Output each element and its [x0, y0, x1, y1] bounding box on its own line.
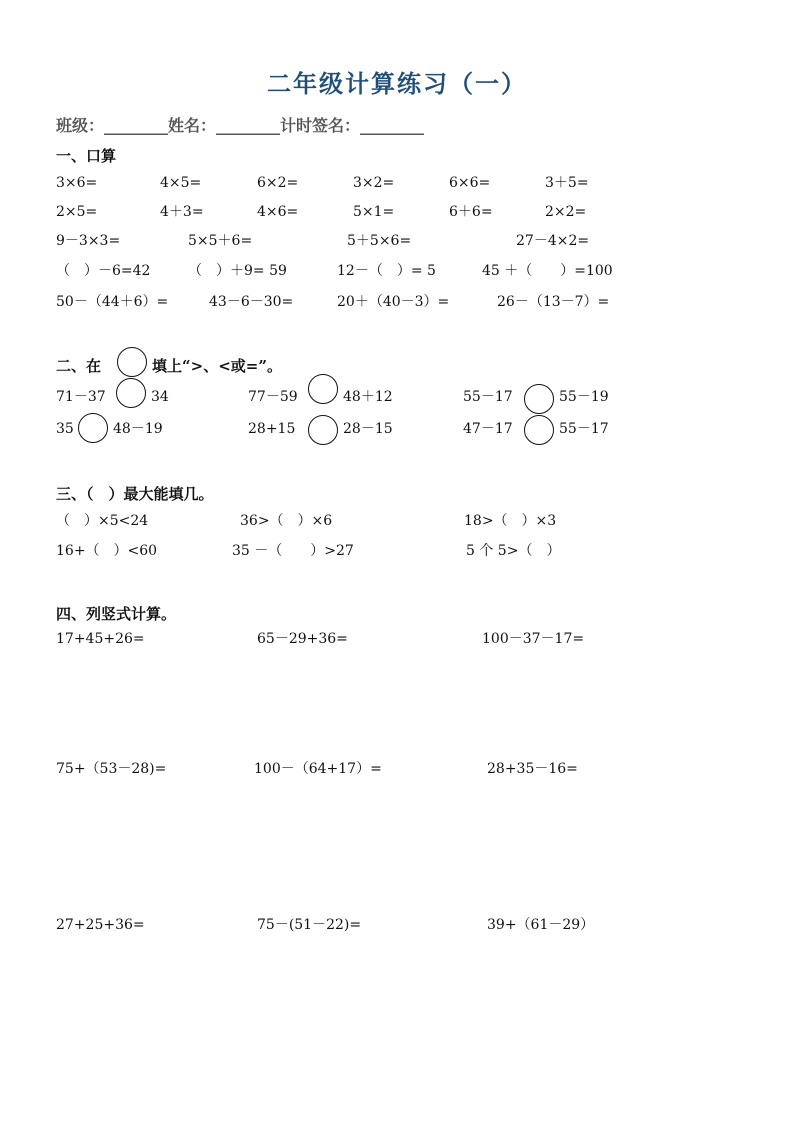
vertical-calc-item: 39+（61－29） [487, 917, 595, 933]
fill-item: 36>（ ）×6 [240, 513, 333, 529]
oral-item: 4×5= [160, 175, 202, 191]
student-info-line: 班级：________姓名：________计时签名：________ [56, 116, 425, 135]
oral-item: 3＋5= [545, 175, 589, 191]
page-title: 二年级计算练习（一） [267, 69, 527, 98]
oral-item: 2×5= [56, 204, 98, 220]
vertical-calc-item: 75－(51－22)= [257, 917, 362, 933]
oral-item: 43－6－30= [209, 294, 294, 310]
compare-circle[interactable] [308, 374, 338, 404]
fill-item: 18>（ ）×3 [464, 513, 557, 529]
oral-item: 4＋3= [160, 204, 204, 220]
compare-left: 71－37 [56, 389, 106, 405]
section-2-heading-end: 填上“>、<或=”。 [152, 357, 282, 375]
compare-left: 77－59 [248, 389, 298, 405]
compare-left: 55－17 [463, 389, 513, 405]
oral-item: 3×2= [353, 175, 395, 191]
oral-item: 26－（13－7）= [497, 294, 610, 310]
oral-item: （ ）－6=42 [56, 263, 151, 279]
compare-left: 28+15 [248, 421, 296, 437]
compare-left: 35 [56, 421, 74, 437]
compare-circle[interactable] [116, 378, 146, 408]
compare-circle[interactable] [524, 384, 554, 414]
oral-item: 6×2= [257, 175, 299, 191]
section-4-heading: 四、列竖式计算。 [56, 605, 177, 623]
compare-right: 48＋12 [343, 389, 393, 405]
vertical-calc-item: 17+45+26= [56, 631, 145, 647]
compare-right: 55－17 [559, 421, 609, 437]
fill-item: 16+（ ）<60 [56, 543, 158, 559]
oral-item: 9－3×3= [56, 233, 121, 249]
oral-item: 5×1= [353, 204, 395, 220]
oral-item: 50－（44＋6）= [56, 294, 169, 310]
vertical-calc-item: 65－29+36= [257, 631, 348, 647]
oral-item: 45 ＋（ ）=100 [482, 263, 613, 279]
section-1-heading: 一、口算 [56, 147, 117, 165]
oral-item: 3×6= [56, 175, 98, 191]
vertical-calc-item: 75+（53－28)= [56, 761, 167, 777]
compare-circle[interactable] [117, 347, 147, 377]
fill-item: 35 －（ ）>27 [232, 543, 354, 559]
section-3-heading: 三、（ ）最大能填几。 [56, 485, 214, 503]
compare-circle[interactable] [524, 415, 554, 445]
compare-right: 28－15 [343, 421, 393, 437]
oral-item: 5×5＋6= [188, 233, 253, 249]
compare-right: 34 [151, 389, 169, 405]
compare-left: 47－17 [463, 421, 513, 437]
section-2-heading-start: 二、在 [56, 357, 102, 375]
oral-item: 12－（ ）= 5 [337, 263, 436, 279]
oral-item: 20＋（40－3）= [337, 294, 450, 310]
compare-circle[interactable] [308, 415, 338, 445]
oral-item: 27－4×2= [516, 233, 590, 249]
oral-item: 2×2= [545, 204, 587, 220]
compare-right: 55－19 [559, 389, 609, 405]
vertical-calc-item: 100－（64+17）= [254, 761, 382, 777]
fill-item: 5 个 5>（ ） [466, 543, 561, 559]
oral-item: 6＋6= [449, 204, 493, 220]
compare-circle[interactable] [78, 413, 108, 443]
oral-item: 6×6= [449, 175, 491, 191]
vertical-calc-item: 28+35－16= [487, 761, 578, 777]
fill-item: （ ）×5<24 [56, 513, 149, 529]
oral-item: 4×6= [257, 204, 299, 220]
oral-item: 5＋5×6= [347, 233, 412, 249]
vertical-calc-item: 100－37－17= [482, 631, 585, 647]
compare-right: 48－19 [113, 421, 163, 437]
vertical-calc-item: 27+25+36= [56, 917, 145, 933]
oral-item: （ ）＋9= 59 [188, 263, 287, 279]
